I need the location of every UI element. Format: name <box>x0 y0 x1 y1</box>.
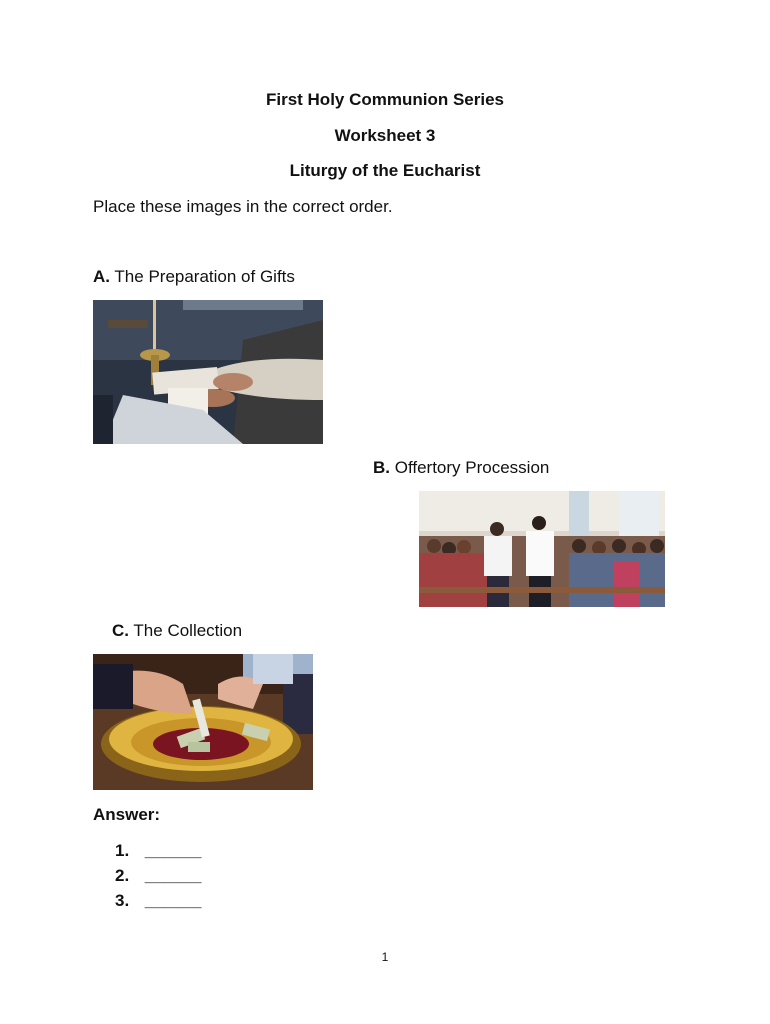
series-title: First Holy Communion Series <box>265 90 505 109</box>
answer-number: 2. <box>115 866 130 885</box>
item-a-label: The Preparation of Gifts <box>114 267 295 286</box>
answer-blank[interactable]: ______ <box>144 891 202 910</box>
worksheet-title: Worksheet 3 <box>334 126 436 145</box>
item-b-letter: B. <box>373 458 390 477</box>
answer-line-3 <box>115 891 201 911</box>
item-c-caption <box>112 621 242 641</box>
collection-plate-image <box>93 654 313 790</box>
page-number: 1 <box>381 950 389 964</box>
answer-heading: Answer: <box>93 805 161 824</box>
preparation-of-gifts-image <box>93 300 323 444</box>
answer-number: 3. <box>115 891 130 910</box>
answer-blank[interactable]: ______ <box>144 866 202 885</box>
answer-number: 1. <box>115 841 130 860</box>
offertory-procession-image <box>419 491 665 607</box>
instruction-text: Place these images in the correct order. <box>93 197 393 216</box>
topic-title: Liturgy of the Eucharist <box>289 161 481 180</box>
item-b-label: Offertory Procession <box>394 458 550 477</box>
item-b-caption <box>373 458 549 478</box>
answer-line-1 <box>115 841 201 861</box>
answer-line-2 <box>115 866 201 886</box>
item-c-label: The Collection <box>133 621 243 640</box>
item-a-letter: A. <box>93 267 110 286</box>
item-c-letter: C. <box>112 621 129 640</box>
item-a-caption <box>93 267 295 287</box>
answer-blank[interactable]: ______ <box>144 841 202 860</box>
